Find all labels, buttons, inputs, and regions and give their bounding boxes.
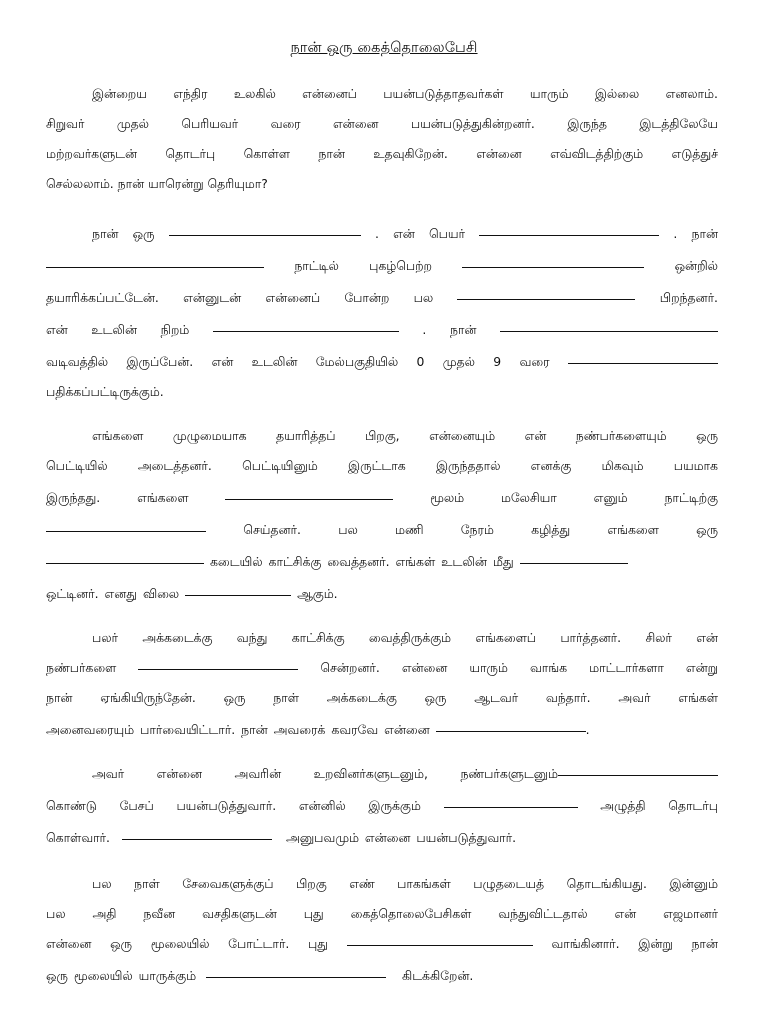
word: என் xyxy=(211,354,234,369)
word: புது xyxy=(303,906,324,921)
word: தொடர்பு xyxy=(165,146,216,161)
word: என்னுடன் xyxy=(183,290,242,305)
word: முழுமையாக xyxy=(172,428,247,443)
word: கைத்தொலைபேசிகள் xyxy=(350,906,472,921)
word: புது xyxy=(307,936,328,951)
word: முதல் xyxy=(442,354,475,369)
word: எங்களை xyxy=(137,490,189,505)
word: உதவுகிறேன். xyxy=(373,146,448,161)
word: பயன்படுத்துவார். xyxy=(416,830,517,845)
word: யாருக்கும் xyxy=(138,968,197,983)
answer-blank[interactable] xyxy=(444,806,578,808)
p5-line-3 xyxy=(46,830,718,852)
word: அக்கடைக்கு xyxy=(142,630,213,645)
word: இருந்ததால் xyxy=(435,458,501,473)
word: ஒரு xyxy=(46,968,68,983)
word: இருப்பேன். xyxy=(126,354,194,369)
word: இன்று xyxy=(638,936,673,951)
word: கொள்ள xyxy=(243,146,290,161)
answer-blank[interactable] xyxy=(46,530,206,532)
p3-line-3 xyxy=(46,490,718,512)
word: இடத்திலேயே xyxy=(639,116,718,131)
word: நாட்டில் xyxy=(294,258,339,273)
word: இருட்டாக xyxy=(348,458,406,473)
word: ஏங்கியிருந்தேன். xyxy=(100,690,196,705)
word: தொடர்பு xyxy=(668,798,718,813)
word: . xyxy=(374,226,379,241)
word: முதல் xyxy=(116,116,149,131)
word: பல xyxy=(413,290,434,305)
word: உறவினர்களுடனும், xyxy=(313,766,428,781)
word: சேவைகளுக்குப் xyxy=(182,876,274,891)
word: நண்பர்களையும் xyxy=(575,428,667,443)
word: பேசப் xyxy=(119,798,154,813)
word: வைத்தனர். xyxy=(327,554,390,569)
word: கொள்வார். xyxy=(46,830,110,845)
word: நான் xyxy=(46,690,73,705)
word: 0 xyxy=(416,354,425,369)
word: தயாரிக்கப்பட்டேன். xyxy=(46,290,159,305)
word: நான் xyxy=(449,322,477,337)
word: ஒரு xyxy=(223,690,246,705)
word: யாரும் xyxy=(529,86,569,101)
answer-blank[interactable] xyxy=(568,362,718,364)
word: என் xyxy=(393,226,415,241)
word: அழுத்தி xyxy=(600,798,646,813)
word: இருந்தது. xyxy=(46,490,101,505)
word: என்னை xyxy=(46,936,92,951)
word: என்னில் xyxy=(298,798,346,813)
word: கொண்டு xyxy=(46,798,97,813)
word: பெட்டியில் xyxy=(46,458,108,473)
word: ஒரு xyxy=(696,428,718,443)
word: என்று xyxy=(685,660,718,675)
word: என் xyxy=(696,630,718,645)
word: யாரும் xyxy=(469,660,508,675)
word: எங்கள் xyxy=(395,554,436,569)
word: இருந்த xyxy=(567,116,607,131)
word: என்னை xyxy=(333,116,379,131)
word: பெயர் xyxy=(428,226,465,241)
answer-blank[interactable] xyxy=(520,562,628,564)
word: நிறம் xyxy=(160,322,190,337)
word: என்னை xyxy=(476,146,522,161)
word: பார்த்தனர். xyxy=(560,630,622,645)
word: நான் xyxy=(92,226,119,241)
answer-blank[interactable] xyxy=(122,838,272,840)
word: போட்டார். xyxy=(228,936,290,951)
word: இன்னும் xyxy=(669,876,718,891)
p3-line-5 xyxy=(46,554,718,576)
word: அனுபவமும் xyxy=(285,830,359,845)
word: வரை xyxy=(519,354,550,369)
answer-blank[interactable] xyxy=(457,298,635,300)
word: என்னைப் xyxy=(265,290,321,305)
word: தயாரித்தப் xyxy=(276,428,336,443)
p1-line-1 xyxy=(92,86,718,108)
word: வந்தார். xyxy=(545,690,591,705)
word: உடலின் xyxy=(251,354,298,369)
p2-line-1 xyxy=(92,226,718,248)
word: ஆகும். xyxy=(297,586,338,601)
answer-blank[interactable] xyxy=(169,234,361,236)
word: அவர் xyxy=(618,690,651,705)
word: ஒரு xyxy=(110,936,133,951)
word: அதி xyxy=(92,906,117,921)
answer-blank[interactable] xyxy=(462,266,644,268)
word: மேல்பகுதியில் xyxy=(315,354,399,369)
word-with-blank xyxy=(460,766,718,783)
word: எனக்கு xyxy=(530,458,572,473)
word: அவர் xyxy=(92,766,125,781)
word: பிறகு xyxy=(295,876,327,891)
word: பல xyxy=(46,906,66,921)
word: 9 xyxy=(493,354,502,369)
word: என் xyxy=(614,906,637,921)
word: உடலின் xyxy=(441,554,487,569)
word: செய்தனர். xyxy=(243,522,301,537)
answer-blank[interactable] xyxy=(479,234,659,236)
answer-blank[interactable] xyxy=(500,330,718,332)
answer-blank[interactable] xyxy=(213,330,399,332)
word: மூலம் xyxy=(430,490,465,505)
word: நான் xyxy=(691,936,718,951)
p2-line-4 xyxy=(46,322,718,344)
word: பயன்படுத்துகின்றனர். xyxy=(410,116,535,131)
word: கழித்து xyxy=(531,522,571,537)
word: காட்சிக்கு xyxy=(291,630,345,645)
word: உலகில் xyxy=(233,86,276,101)
word: நான் xyxy=(691,226,718,241)
word: மலேசியா xyxy=(500,490,557,505)
word: நவீன xyxy=(143,906,176,921)
word: வைத்திருக்கும் xyxy=(368,630,452,645)
p6-line-3 xyxy=(46,936,718,958)
answer-blank[interactable] xyxy=(185,594,291,596)
word: அனைவரையும் xyxy=(46,722,135,737)
p6-line-1 xyxy=(92,876,718,898)
word: எங்கள் xyxy=(678,690,718,705)
p4-line-3 xyxy=(46,690,718,712)
word: வரை xyxy=(270,116,301,131)
word: வசதிகளுடன் xyxy=(202,906,277,921)
word: வாங்கினார். xyxy=(551,936,620,951)
p1-line-2 xyxy=(46,116,718,138)
p3-line-4 xyxy=(46,522,718,544)
word: பயமாக xyxy=(673,458,718,473)
word: நான் xyxy=(241,722,268,737)
word: நாட்டிற்கு xyxy=(664,490,718,505)
word: என்னை xyxy=(364,830,411,845)
word: பல xyxy=(92,876,112,891)
p3-line-6 xyxy=(46,586,718,608)
word: எனது xyxy=(104,586,137,601)
word: என்னை xyxy=(156,766,203,781)
word: ஒரு xyxy=(424,690,447,705)
p6-line-4 xyxy=(46,968,718,990)
p1-line-3 xyxy=(46,146,718,168)
p4-line-1 xyxy=(92,630,718,652)
p5-line-2 xyxy=(46,798,718,820)
word: பிறகு, xyxy=(364,428,400,443)
word: மூலையில் xyxy=(73,968,133,983)
word: ஒன்றில் xyxy=(674,258,718,273)
p2-line-2 xyxy=(46,258,718,280)
word: பழுதடையத் xyxy=(473,876,545,891)
word: மாட்டார்களா xyxy=(589,660,664,675)
word: எங்களைப் xyxy=(475,630,536,645)
word: நண்பர்களுடனும் xyxy=(460,766,558,781)
answer-blank[interactable] xyxy=(206,976,386,978)
word: போன்ற xyxy=(344,290,390,305)
word: என் xyxy=(46,322,68,337)
word: காட்சிக்கு xyxy=(268,554,322,569)
word: வந்துவிட்டதால் xyxy=(498,906,588,921)
word: பதிக்கப்பட்டிருக்கும். xyxy=(46,384,164,399)
word: பல xyxy=(338,522,358,537)
word: என்னையும் xyxy=(429,428,496,443)
word: . xyxy=(673,226,678,241)
word: என்னை xyxy=(401,660,448,675)
word: நாள் xyxy=(134,876,160,891)
word: கிடக்கிறேன். xyxy=(402,968,474,983)
word: . xyxy=(585,722,590,737)
word: நாள் xyxy=(273,690,299,705)
word: எஜமானர் xyxy=(663,906,718,921)
word: எங்களை xyxy=(607,522,659,537)
word: அவரைக் xyxy=(273,722,326,737)
word: நேரம் xyxy=(460,522,494,537)
answer-blank[interactable] xyxy=(138,668,298,670)
answer-blank[interactable] xyxy=(558,774,718,776)
word: இன்றைய xyxy=(92,86,147,101)
word: மிகவும் xyxy=(601,458,644,473)
word: நண்பர்களை xyxy=(46,660,117,675)
p1-line-4 xyxy=(46,176,718,198)
word: எந்திர xyxy=(173,86,208,101)
word: கடையில் xyxy=(210,554,263,569)
word: வடிவத்தில் xyxy=(46,354,109,369)
p4-line-4 xyxy=(46,722,718,744)
answer-blank[interactable] xyxy=(347,944,533,946)
word: பயன்படுத்தாதவர்கள் xyxy=(383,86,504,101)
word: மீது xyxy=(492,554,514,569)
answer-blank[interactable] xyxy=(46,562,204,564)
word: சிறுவர் xyxy=(46,116,85,131)
sentence: செல்லலாம். நான் யாரென்று தெரியுமா? xyxy=(46,176,268,191)
word: புகழ்பெற்ற xyxy=(369,258,432,273)
word: எனலாம். xyxy=(665,86,718,101)
p2-line-6 xyxy=(46,384,718,406)
p4-line-2 xyxy=(46,660,718,682)
word: சிலர் xyxy=(645,630,672,645)
word: என்னைப் xyxy=(302,86,357,101)
word: அக்கடைக்கு xyxy=(326,690,397,705)
word: வாங்க xyxy=(529,660,568,675)
word: பிறந்தனர். xyxy=(659,290,718,305)
word: இருக்கும் xyxy=(368,798,421,813)
word: ஆடவர் xyxy=(474,690,519,705)
word: என்னை xyxy=(384,722,430,737)
p5-line-1 xyxy=(92,766,718,788)
word: பயன்படுத்துவார். xyxy=(176,798,277,813)
word: எவ்விடத்திற்கும் xyxy=(550,146,644,161)
word: விலை xyxy=(142,586,180,601)
word: என் xyxy=(524,428,547,443)
word: ஒட்டினர். xyxy=(46,586,99,601)
word: எனும் xyxy=(593,490,628,505)
word: ஒரு xyxy=(696,522,718,537)
word: எங்களை xyxy=(92,428,144,443)
word: பெரியவர் xyxy=(181,116,239,131)
p6-line-2 xyxy=(46,906,718,928)
p3-line-2 xyxy=(46,458,718,480)
p3-line-1 xyxy=(92,428,718,450)
word: எண் xyxy=(349,876,375,891)
page-title: நான் ஒரு கைத்தொலைபேசி xyxy=(290,40,478,56)
word: தொடங்கியது. xyxy=(566,876,647,891)
word: கவரவே xyxy=(331,722,379,737)
word: எடுத்துச் xyxy=(671,146,718,161)
answer-blank[interactable] xyxy=(225,498,393,500)
answer-blank[interactable] xyxy=(436,730,586,732)
word: உடலின் xyxy=(91,322,138,337)
word: மற்றவர்களுடன் xyxy=(46,146,137,161)
word: நான் xyxy=(318,146,345,161)
word: பலர் xyxy=(92,630,118,645)
word: அவரின் xyxy=(234,766,282,781)
word: பெட்டியினும் xyxy=(242,458,318,473)
word: ஒரு xyxy=(132,226,155,241)
word: பார்வையிட்டார். xyxy=(140,722,236,737)
word: வந்து xyxy=(236,630,268,645)
word: . xyxy=(422,322,427,337)
answer-blank[interactable] xyxy=(46,266,264,268)
word: மூலையில் xyxy=(150,936,210,951)
word: அடைத்தனர். xyxy=(137,458,212,473)
p2-line-3 xyxy=(46,290,718,312)
word: மணி xyxy=(395,522,424,537)
word: இல்லை xyxy=(594,86,640,101)
word: சென்றனர். xyxy=(320,660,380,675)
word: பாகங்கள் xyxy=(397,876,451,891)
p2-line-5 xyxy=(46,354,718,376)
